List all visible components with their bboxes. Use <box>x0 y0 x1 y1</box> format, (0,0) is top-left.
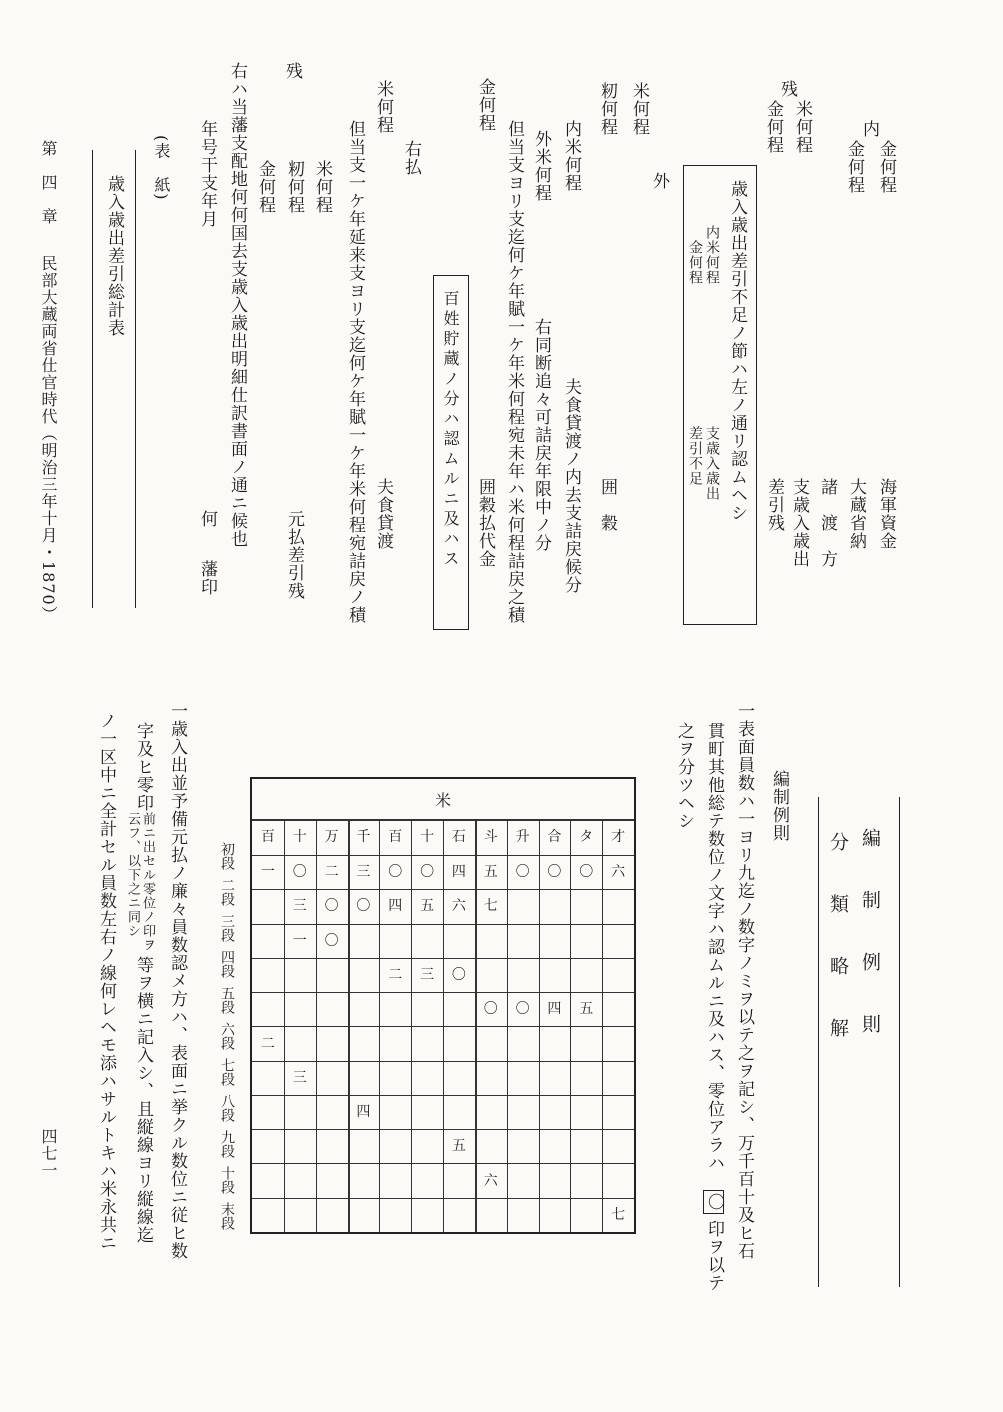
col-remain-sub-1: 米何程 <box>792 100 812 154</box>
outer-rice-note: 右同断追々可詰戻年限中ノ分 <box>531 318 551 552</box>
table-col-rule <box>379 819 380 1232</box>
table-cell: 〇 <box>324 932 339 949</box>
table-cell: 四 <box>388 898 403 915</box>
shortage-sub-2: 差引不足 <box>687 426 703 486</box>
table-cell: 一 <box>260 864 275 881</box>
various-payments: 諸 渡 方 <box>817 478 837 568</box>
navy-fund: 海軍資金 <box>876 478 896 550</box>
rule1-line3: 之ヲ分ツヘシ <box>674 722 694 830</box>
gold: 金何程 <box>475 78 495 132</box>
table-col-rule <box>284 819 285 1232</box>
rules-heading-1: 編 制 例 則 <box>859 828 881 1045</box>
table-cell: 〇 <box>388 864 403 881</box>
col-inner-sub-1: 金何程 <box>876 140 896 194</box>
table-header-cell: 百 <box>388 829 403 845</box>
table-cell: 二 <box>388 966 403 983</box>
table-cell: 〇 <box>579 864 594 881</box>
inner-rice-note: 夫食貸渡ノ内去支詰戻候分 <box>561 378 581 594</box>
table-cell: 二 <box>260 1035 275 1052</box>
table-row-label: 七段 <box>219 1058 235 1086</box>
table-cell: 七 <box>611 1206 626 1223</box>
remain-2: 残 <box>282 62 302 80</box>
table-header-cell: タ <box>579 829 594 845</box>
table-row-label: 二段 <box>219 878 235 906</box>
table-col-rule <box>602 819 603 1232</box>
table-header-cell: 万 <box>324 829 339 845</box>
table-group-rule <box>475 819 477 1232</box>
rule1-line1: 一表面員数ハ一ヨリ九迄ノ数字ノミヲ以テ之ヲ記シ、万千百十及ヒ石 <box>734 702 754 1260</box>
outer-rice: 外米何程 <box>531 130 551 202</box>
col-inner: 内 <box>859 120 879 138</box>
table-col-rule <box>411 819 412 1232</box>
col-inner-sub-2: 金何程 <box>844 140 864 194</box>
col-remain-sub-2: 金何程 <box>763 100 783 154</box>
table-cell: 六 <box>451 898 466 915</box>
page-number: 四七一 <box>39 1128 58 1179</box>
chapter-label: 第 四 章 <box>39 140 58 225</box>
table-header-cell: 斗 <box>483 829 498 845</box>
right-pay-rice: 米何程 <box>373 80 393 134</box>
seal-name: 何 <box>197 510 217 528</box>
shortage-sub-1: 支歳入歳出 <box>704 426 720 501</box>
table-col-rule <box>539 819 540 1232</box>
grain-store: 囲 穀 <box>597 478 617 532</box>
table-cell: 四 <box>547 1001 562 1018</box>
table-header-cell: 石 <box>451 829 466 845</box>
table-cell: 七 <box>483 898 498 915</box>
rule2-line2a: 字及ヒ零印 <box>133 722 153 812</box>
table-cell: 四 <box>356 1104 371 1121</box>
table-cell: 四 <box>451 864 466 881</box>
table-row-label: 初段 <box>219 842 235 870</box>
income-outgo: 支歳入歳出 <box>789 478 809 568</box>
shortage-inner-gold: 金何程 <box>687 240 703 285</box>
table-title: 米 <box>434 791 451 810</box>
table-cell: 五 <box>483 864 498 881</box>
table-row-label: 三段 <box>219 914 235 942</box>
table-col-rule <box>316 819 317 1232</box>
rule2-line2b: 等ヲ横ニ記入シ、且縦線ヨリ縦線迄 <box>133 956 153 1244</box>
rules-subheading: 編制例則 <box>769 770 789 842</box>
table-cell: 〇 <box>356 898 371 915</box>
rule2-line1: 一歳入出並予備元払ノ廉々員数認メ方ハ、表面ニ挙クル数位ニ従ヒ数 <box>167 702 187 1260</box>
table-cell: 五 <box>420 898 435 915</box>
date-line: 年号干支年月 <box>197 120 217 228</box>
balance: 差引残 <box>764 478 784 532</box>
chapter-title: 民部大蔵両省仕官時代（明治三年十月・1870） <box>39 255 58 623</box>
table-header-cell: 十 <box>420 829 435 845</box>
table-cell: 〇 <box>451 966 466 983</box>
cover-title: 歳入歳出差引総計表 <box>104 175 124 337</box>
table-cell: 三 <box>292 1069 307 1086</box>
table-header-cell: 升 <box>515 829 530 845</box>
table-cell: 六 <box>483 1172 498 1189</box>
seal: 藩印 <box>197 560 217 596</box>
rule1-tail: 印ヲ以テ <box>704 1220 724 1292</box>
rice-table <box>250 777 636 1234</box>
table-header-cell: 百 <box>260 829 275 845</box>
col-outer: 外 <box>649 172 669 190</box>
col-outer-paddy: 籾何程 <box>597 82 617 136</box>
outer-rice-note-2: 但当支ヨリ支迄何ケ年賦一ケ年米何程宛未年ハ米何程詰戻之積 <box>504 120 524 624</box>
farmer-box-text: 百姓貯蔵ノ分ハ認ムルニ及ハス <box>441 290 460 570</box>
rule1-circle: 〇 <box>703 1190 724 1214</box>
right-pay: 右払 <box>401 140 421 176</box>
table-cell: 二 <box>324 864 339 881</box>
table-cell: 五 <box>451 1138 466 1155</box>
remain-2-paddy: 籾何程 <box>284 160 304 214</box>
row-labels <box>220 842 234 1230</box>
table-cell: 〇 <box>515 1001 530 1018</box>
rule2-note-1: 前ニ出セル零位ノ印ヲ <box>140 812 155 952</box>
table-row-label: 九段 <box>219 1130 235 1158</box>
table-col-rule <box>507 819 508 1232</box>
table-header-cell: 才 <box>611 829 626 845</box>
shortage-inner-rice: 内米何程 <box>704 225 720 285</box>
table-cell: 〇 <box>515 864 530 881</box>
cover-label: (表 紙) <box>152 135 171 201</box>
table-group-rule <box>348 819 350 1232</box>
table-cell: 〇 <box>292 864 307 881</box>
rules-heading-2: 分 類 略 解 <box>827 832 849 1049</box>
table-col-rule <box>443 819 444 1232</box>
closing-statement: 右ハ当藩支配地何何国去支歳入歳出明細仕訳書面ノ通ニ候也 <box>227 62 247 548</box>
table-row-label: 五段 <box>219 986 235 1014</box>
remain-2-rice: 米何程 <box>312 160 332 214</box>
rule2-line3: ノ一区中ニ全計セル員数左右ノ線何レヘモ添ハサルトキハ米永共ニ <box>96 712 116 1252</box>
shortage-box-text: 歳入歳出差引不足ノ節ハ左ノ通リ認ムヘシ <box>727 180 747 522</box>
col-remain: 残 <box>777 80 797 98</box>
table-cell: 三 <box>292 898 307 915</box>
table-cell: 三 <box>420 966 435 983</box>
table-cell: 三 <box>356 864 371 881</box>
inner-rice: 内米何程 <box>561 120 581 192</box>
table-cell: 六 <box>611 864 626 881</box>
remain-2-gold: 金何程 <box>255 160 275 214</box>
table-row-label: 四段 <box>219 950 235 978</box>
table-cell: 五 <box>579 1001 594 1018</box>
rule1-line2: 貫町其他総テ数位ノ文字ハ認ムルニ及ハス、零位アラハ <box>704 722 724 1172</box>
table-row-label: 十段 <box>219 1166 235 1194</box>
table-cell: 〇 <box>324 898 339 915</box>
rule2-note-2: 云フ、以下之ニ同シ <box>125 812 140 938</box>
right-pay-note-2: 但当支一ケ年延来支ヨリ支迄何ケ年賦一ケ年米何程宛詰戻ノ積 <box>345 120 365 624</box>
gold-note: 囲穀払代金 <box>475 478 495 568</box>
table-row-label: 六段 <box>219 1022 235 1050</box>
right-pay-note: 夫食貸渡 <box>373 478 393 550</box>
table-header-cell: 十 <box>292 829 307 845</box>
remain-2-note: 元払差引残 <box>284 510 304 600</box>
col-outer-rice: 米何程 <box>629 82 649 136</box>
table-cell: 一 <box>292 932 307 949</box>
table-row-label: 八段 <box>219 1094 235 1122</box>
table-row-label: 末段 <box>219 1202 235 1230</box>
table-cell: 〇 <box>420 864 435 881</box>
treasury-payment: 大蔵省納 <box>846 478 866 550</box>
table-header-cell: 千 <box>356 829 371 845</box>
table-cell: 〇 <box>483 1001 498 1018</box>
table-col-rule <box>570 819 571 1232</box>
table-header-cell: 合 <box>547 829 562 845</box>
table-cell: 〇 <box>547 864 562 881</box>
